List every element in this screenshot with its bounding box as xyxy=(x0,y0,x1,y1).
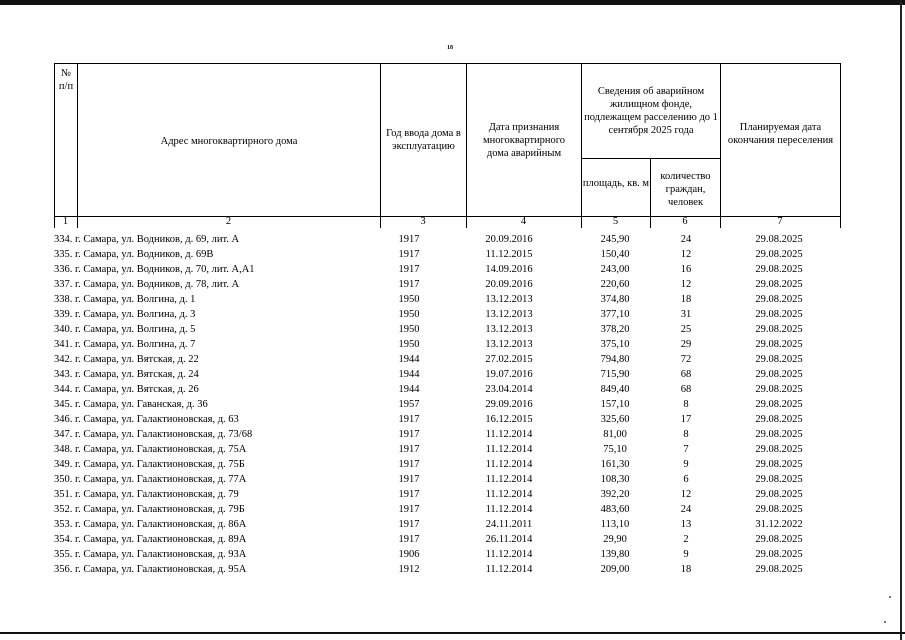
count-cell: 18 xyxy=(680,294,692,305)
table-header xyxy=(54,63,841,228)
date-cell: 20.09.2016 xyxy=(485,234,533,245)
year-cell: 1950 xyxy=(398,294,420,305)
col-number: 3 xyxy=(420,216,426,227)
area-cell: 392,20 xyxy=(600,489,630,500)
plan-date-cell: 29.08.2025 xyxy=(755,474,803,485)
count-cell: 18 xyxy=(680,564,692,575)
count-cell: 24 xyxy=(680,504,692,515)
col-number: 7 xyxy=(777,216,783,227)
address-cell: 343. г. Самара, ул. Вятская, д. 24 xyxy=(54,369,199,380)
date-cell: 13.12.2013 xyxy=(485,309,533,320)
table-row xyxy=(54,232,841,247)
header-year: Год ввода дома в эксплуатацию xyxy=(386,128,461,152)
plan-date-cell: 29.08.2025 xyxy=(755,384,803,395)
plan-date-cell: 29.08.2025 xyxy=(755,369,803,380)
header-top-line xyxy=(54,63,841,64)
year-cell: 1917 xyxy=(398,534,420,545)
area-cell: 378,20 xyxy=(600,324,630,335)
table-row xyxy=(54,442,841,457)
count-cell: 17 xyxy=(680,414,692,425)
table-row xyxy=(54,547,841,562)
table-row xyxy=(54,307,841,322)
col-number: 5 xyxy=(612,216,619,227)
date-cell: 20.09.2016 xyxy=(485,279,533,290)
address-cell: 342. г. Самара, ул. Вятская, д. 22 xyxy=(54,354,199,365)
count-cell: 9 xyxy=(683,459,689,470)
table-row xyxy=(54,292,841,307)
table-row xyxy=(54,532,841,547)
area-cell: 139,80 xyxy=(600,549,630,560)
date-cell: 26.11.2014 xyxy=(485,534,533,545)
table-row xyxy=(54,352,841,367)
area-cell: 483,60 xyxy=(600,504,630,515)
count-cell: 2 xyxy=(683,534,689,545)
count-cell: 9 xyxy=(683,549,689,560)
year-cell: 1917 xyxy=(398,519,420,530)
count-cell: 72 xyxy=(680,354,692,365)
address-cell: 350. г. Самара, ул. Галактионовская, д. 77А xyxy=(54,474,247,485)
col-line xyxy=(840,63,841,228)
address-cell: 353. г. Самара, ул. Галактионовская, д. 86А xyxy=(54,519,247,530)
plan-date-cell: 29.08.2025 xyxy=(755,249,803,260)
count-cell: 6 xyxy=(683,474,689,485)
table-row xyxy=(54,427,841,442)
area-cell: 29,90 xyxy=(603,534,627,545)
plan-date-cell: 29.08.2025 xyxy=(755,414,803,425)
count-cell: 8 xyxy=(683,429,689,440)
year-cell: 1917 xyxy=(398,414,420,425)
year-cell: 1957 xyxy=(398,399,420,410)
plan-date-cell: 29.08.2025 xyxy=(755,354,803,365)
address-cell: 348. г. Самара, ул. Галактионовская, д. 75А xyxy=(54,444,247,455)
year-cell: 1917 xyxy=(398,279,420,290)
address-cell: 344. г. Самара, ул. Вятская, д. 26 xyxy=(54,384,199,395)
address-cell: 354. г. Самара, ул. Галактионовская, д. 89А xyxy=(54,534,247,545)
year-cell: 1917 xyxy=(398,234,420,245)
year-cell: 1917 xyxy=(398,489,420,500)
date-cell: 11.12.2015 xyxy=(485,249,533,260)
date-cell: 29.09.2016 xyxy=(485,399,533,410)
date-cell: 11.12.2014 xyxy=(485,504,533,515)
table-row xyxy=(54,412,841,427)
plan-date-cell: 29.08.2025 xyxy=(755,564,803,575)
scan-speck xyxy=(889,596,891,598)
date-cell: 13.12.2013 xyxy=(485,294,533,305)
plan-date-cell: 29.08.2025 xyxy=(755,324,803,335)
date-cell: 11.12.2014 xyxy=(485,474,533,485)
date-cell: 24.11.2011 xyxy=(485,519,533,530)
count-cell: 16 xyxy=(680,264,692,275)
plan-date-cell: 29.08.2025 xyxy=(755,339,803,350)
table-row xyxy=(54,367,841,382)
count-cell: 12 xyxy=(680,279,692,290)
header-date: Дата признания многоквартирного дома аварийным xyxy=(482,122,566,159)
plan-date-cell: 29.08.2025 xyxy=(755,264,803,275)
plan-date-cell: 29.08.2025 xyxy=(755,429,803,440)
area-cell: 794,80 xyxy=(600,354,630,365)
year-cell: 1906 xyxy=(398,549,420,560)
count-cell: 25 xyxy=(680,324,692,335)
address-cell: 355. г. Самара, ул. Галактионовская, д. 93А xyxy=(54,549,247,560)
table-row xyxy=(54,337,841,352)
address-cell: 346. г. Самара, ул. Галактионовская, д. 63 xyxy=(54,414,239,425)
plan-date-cell: 31.12.2022 xyxy=(755,519,803,530)
area-cell: 377,10 xyxy=(600,309,630,320)
table-row xyxy=(54,457,841,472)
year-cell: 1950 xyxy=(398,339,420,350)
table-body xyxy=(54,232,841,577)
plan-date-cell: 29.08.2025 xyxy=(755,279,803,290)
header-area: площадь, кв. м xyxy=(582,178,650,189)
year-cell: 1917 xyxy=(398,444,420,455)
date-cell: 11.12.2014 xyxy=(485,444,533,455)
header-group: Сведения об аварийном жилищном фонде, подлежащем расселению до 1 сентября 2025 года xyxy=(584,86,718,136)
count-cell: 68 xyxy=(680,384,692,395)
date-cell: 11.12.2014 xyxy=(485,564,533,575)
area-cell: 209,00 xyxy=(600,564,630,575)
year-cell: 1917 xyxy=(398,474,420,485)
table-row xyxy=(54,397,841,412)
date-cell: 13.12.2013 xyxy=(485,324,533,335)
address-cell: 351. г. Самара, ул. Галактионовская, д. 79 xyxy=(54,489,239,500)
table-row xyxy=(54,517,841,532)
col-number: 6 xyxy=(682,216,688,227)
area-cell: 849,40 xyxy=(600,384,630,395)
year-cell: 1917 xyxy=(398,429,420,440)
area-cell: 375,10 xyxy=(600,339,630,350)
table-row xyxy=(54,502,841,517)
date-cell: 11.12.2014 xyxy=(485,489,533,500)
address-cell: 334. г. Самара, ул. Водников, д. 69, лит. А xyxy=(54,234,240,245)
date-cell: 27.02.2015 xyxy=(485,354,533,365)
scan-bottom-border xyxy=(0,632,905,634)
count-cell: 29 xyxy=(680,339,692,350)
count-cell: 8 xyxy=(683,399,689,410)
year-cell: 1944 xyxy=(398,354,420,365)
plan-date-cell: 29.08.2025 xyxy=(755,534,803,545)
count-cell: 7 xyxy=(683,444,689,455)
table-row xyxy=(54,262,841,277)
scan-speck xyxy=(884,621,886,623)
date-cell: 16.12.2015 xyxy=(485,414,533,425)
area-cell: 81,00 xyxy=(603,429,627,440)
count-cell: 31 xyxy=(680,309,692,320)
page-number: 18 xyxy=(447,45,453,51)
col-line xyxy=(466,63,467,228)
date-cell: 11.12.2014 xyxy=(485,549,533,560)
plan-date-cell: 29.08.2025 xyxy=(755,294,803,305)
area-cell: 715,90 xyxy=(600,369,630,380)
count-cell: 13 xyxy=(680,519,692,530)
area-cell: 245,90 xyxy=(600,234,630,245)
plan-date-cell: 29.08.2025 xyxy=(755,309,803,320)
plan-date-cell: 29.08.2025 xyxy=(755,489,803,500)
col-number: 2 xyxy=(225,216,232,227)
year-cell: 1950 xyxy=(398,309,420,320)
table-row xyxy=(54,247,841,262)
year-cell: 1912 xyxy=(398,564,420,575)
year-cell: 1917 xyxy=(398,504,420,515)
plan-date-cell: 29.08.2025 xyxy=(755,444,803,455)
col-line xyxy=(54,63,55,228)
plan-date-cell: 29.08.2025 xyxy=(755,459,803,470)
area-cell: 75,10 xyxy=(603,444,627,455)
header-plan: Планируемая дата окончания переселения xyxy=(727,122,834,146)
table-row xyxy=(54,322,841,337)
area-cell: 157,10 xyxy=(600,399,630,410)
table-row xyxy=(54,277,841,292)
date-cell: 11.12.2014 xyxy=(485,429,533,440)
year-cell: 1917 xyxy=(398,264,420,275)
count-cell: 12 xyxy=(680,249,692,260)
address-cell: 335. г. Самара, ул. Водников, д. 69В xyxy=(54,249,214,260)
table-row xyxy=(54,562,841,577)
scan-right-border xyxy=(900,0,902,640)
address-cell: 356. г. Самара, ул. Галактионовская, д. 95А xyxy=(54,564,247,575)
address-cell: 338. г. Самара, ул. Волгина, д. 1 xyxy=(54,294,196,305)
area-cell: 150,40 xyxy=(600,249,630,260)
year-cell: 1950 xyxy=(398,324,420,335)
plan-date-cell: 29.08.2025 xyxy=(755,504,803,515)
year-cell: 1944 xyxy=(398,369,420,380)
col-number: 1 xyxy=(62,216,69,227)
address-cell: 340. г. Самара, ул. Волгина, д. 5 xyxy=(54,324,196,335)
plan-date-cell: 29.08.2025 xyxy=(755,399,803,410)
header-address: Адрес многоквартирного дома xyxy=(160,136,298,147)
area-cell: 161,30 xyxy=(600,459,630,470)
address-cell: 345. г. Самара, ул. Гаванская, д. 36 xyxy=(54,399,208,410)
scan-top-border xyxy=(0,0,905,5)
area-cell: 374,80 xyxy=(600,294,630,305)
date-cell: 19.07.2016 xyxy=(485,369,533,380)
date-cell: 11.12.2014 xyxy=(485,459,533,470)
header-count: количество граждан, человек xyxy=(660,171,711,208)
count-cell: 68 xyxy=(680,369,692,380)
area-cell: 113,10 xyxy=(600,519,630,530)
address-cell: 349. г. Самара, ул. Галактионовская, д. 75Б xyxy=(54,459,245,470)
area-cell: 243,00 xyxy=(600,264,630,275)
date-cell: 23.04.2014 xyxy=(485,384,533,395)
date-cell: 13.12.2013 xyxy=(485,339,533,350)
count-cell: 12 xyxy=(680,489,692,500)
year-cell: 1917 xyxy=(398,459,420,470)
plan-date-cell: 29.08.2025 xyxy=(755,549,803,560)
col-number: 4 xyxy=(520,216,527,227)
table-row xyxy=(54,472,841,487)
address-cell: 352. г. Самара, ул. Галактионовская, д. 79Б xyxy=(54,504,245,515)
year-cell: 1917 xyxy=(398,249,420,260)
date-cell: 14.09.2016 xyxy=(485,264,533,275)
table-row xyxy=(54,487,841,502)
plan-date-cell: 29.08.2025 xyxy=(755,234,803,245)
table-row xyxy=(54,382,841,397)
year-cell: 1944 xyxy=(398,384,420,395)
address-cell: 336. г. Самара, ул. Водников, д. 70, лит. А,А1 xyxy=(54,264,255,275)
header-num: № п/п xyxy=(58,68,74,92)
address-cell: 339. г. Самара, ул. Волгина, д. 3 xyxy=(54,309,196,320)
area-cell: 325,60 xyxy=(600,414,630,425)
area-cell: 220,60 xyxy=(600,279,630,290)
address-cell: 337. г. Самара, ул. Водников, д. 78, лит. А xyxy=(54,279,240,290)
col-line xyxy=(581,63,582,228)
address-cell: 341. г. Самара, ул. Волгина, д. 7 xyxy=(54,339,196,350)
count-cell: 24 xyxy=(680,234,692,245)
area-cell: 108,30 xyxy=(600,474,630,485)
address-cell: 347. г. Самара, ул. Галактионовская, д. 73/68 xyxy=(54,429,253,440)
